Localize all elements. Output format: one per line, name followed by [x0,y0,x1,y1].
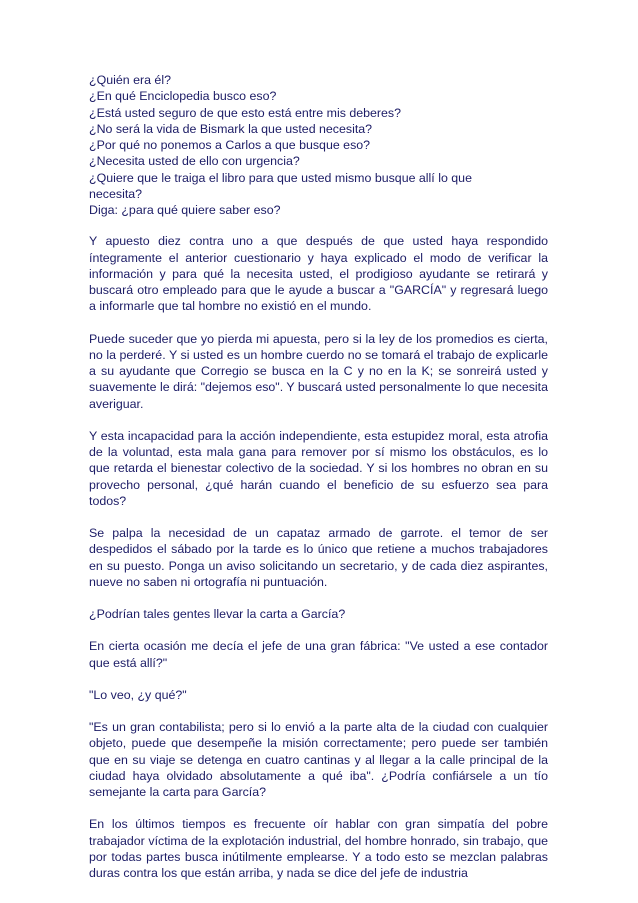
document-page [89,72,548,897]
paragraph: Y esta incapacidad para la acción independiente, esta estupidez moral, esta atrofia de la voluntad, esta mala gana para remover por sí mismo los obstáculos, es lo que retarda el bienestar colectivo de la sociedad. Y si los hombres no obran en su provecho personal, ¿qué harán cuando el beneficio de su esfuerzo sea para todos? [89,428,548,508]
paragraph: En los últimos tiempos es frecuente oír hablar con gran simpatía del pobre trabajador víctima de la explotación industrial, del hombre honrado, sin trabajo, que por todas partes busca inútilmente emplearse. Y a todo esto se mezclan palabras duras contra los que están arriba, y nada se dice del jefe de industria [89,817,548,880]
question-line: ¿Quién era él? [89,73,171,87]
paragraph: Y apuesto diez contra uno a que después de que usted haya respondido íntegramente el anterior cuestionario y haya explicado el modo de verificar la información y para qué la necesita usted, el prodigioso ayudante se retirará y buscará otro empleado para que le ayude a buscar a "GARCÍA" y regresará luego a informarle que tal hombre no existió en el mundo. [89,234,548,314]
paragraph: "Es un gran contabilista; pero si lo envió a la parte alta de la ciudad con cualquier objeto, puede que desempeñe la misión correctamente; pero puede ser también que en su viaje se detenga en cuatro cantinas y al llegar a la calle principal de la ciudad haya olvidado absolutamente a qué iba". ¿Podría confiársele a un tío semejante la carta para García? [89,720,548,799]
question-line: ¿No será la vida de Bismark la que usted necesita? [89,121,373,136]
paragraph: Puede suceder que yo pierda mi apuesta, pero si la ley de los promedios es cierta, no la perderé. Y si usted es un hombre cuerdo no se tomará el trabajo de explicarle a su ayudante que Corregio se busca en la C y no en la K; se sonreirá usted y suavemente le dirá: "dejemos eso". Y buscará usted personalmente lo que necesita averiguar. [89,331,548,411]
paragraph: ¿Podrían tales gentes llevar la carta a García? [89,607,346,621]
question-line: ¿Está usted seguro de que esto está entre mis deberes? [89,105,402,120]
question-line: ¿Quiere que le traiga el libro para que usted mismo busque allí lo que necesita? [89,170,472,201]
question-line: ¿Por qué no ponemos a Carlos a que busque eso? [89,138,371,152]
question-list [89,72,548,218]
question-line: ¿En qué Enciclopedia busco eso? [89,89,277,104]
paragraph: Se palpa la necesidad de un capataz armado de garrote. el temor de ser despedidos el sábado por la tarde es lo único que retiene a muchos trabajadores en su puesto. Ponga un aviso solicitando un secretario, y de cada diez aspirantes, nueve no saben ni ortografía ni puntuación. [89,526,548,589]
question-line: Diga: ¿para qué quiere saber eso? [89,203,281,217]
paragraph: En cierta ocasión me decía el jefe de una gran fábrica: "Ve usted a ese contador que está allí?" [89,639,548,670]
paragraph: "Lo veo, ¿y qué?" [89,687,187,702]
question-line: ¿Necesita usted de ello con urgencia? [89,154,300,169]
